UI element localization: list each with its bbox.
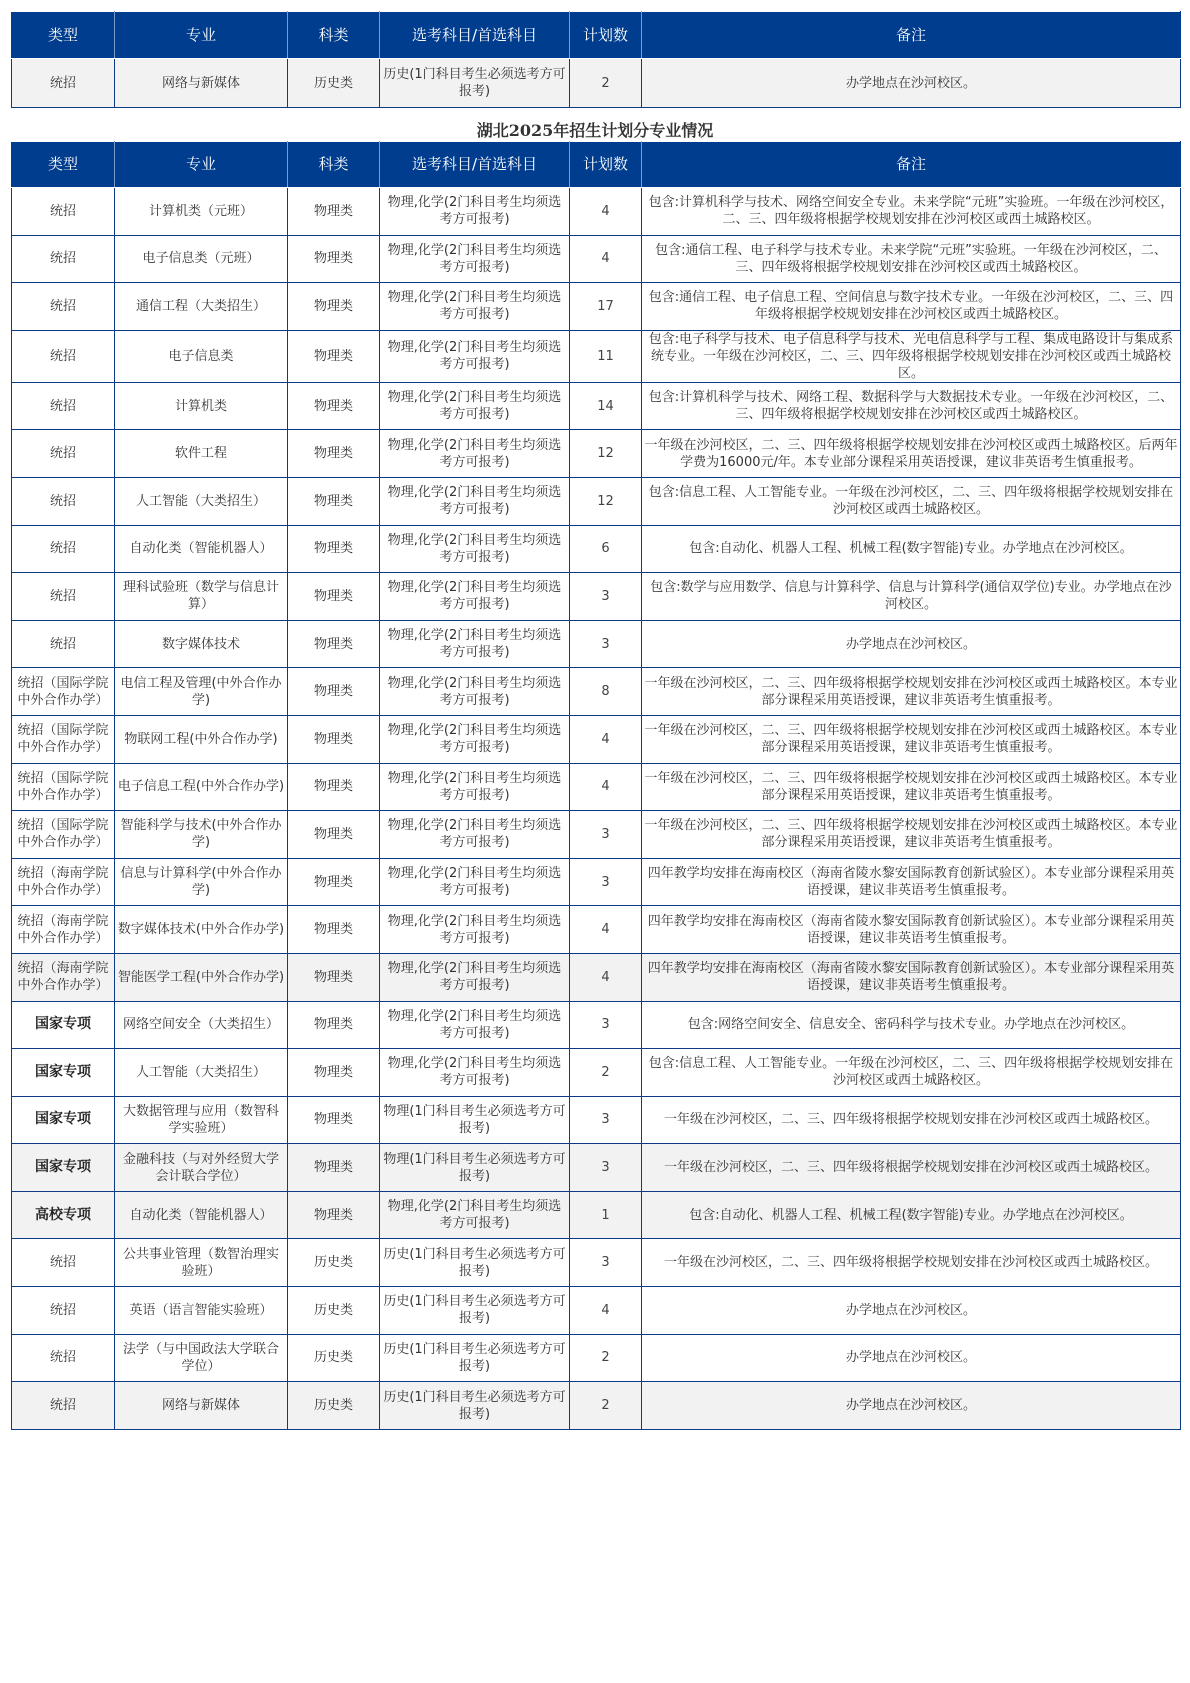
cell-major: 数字媒体技术 <box>115 620 288 668</box>
cell-note: 包含:自动化、机器人工程、机械工程(数字智能)专业。办学地点在沙河校区。 <box>642 525 1181 573</box>
cell-count: 3 <box>570 620 642 668</box>
cell-count: 12 <box>570 430 642 478</box>
cell-type: 统招 <box>12 525 115 573</box>
cell-subjects: 物理,化学(2门科目考生均须选考方可报考) <box>380 382 570 430</box>
cell-major: 数字媒体技术(中外合作办学) <box>115 906 288 954</box>
cell-count: 4 <box>570 763 642 811</box>
header-major: 专业 <box>115 12 288 59</box>
cell-count: 8 <box>570 668 642 716</box>
cell-subjects: 物理,化学(2门科目考生均须选考方可报考) <box>380 1001 570 1049</box>
cell-type: 统招 <box>12 1382 115 1430</box>
cell-subjects: 物理,化学(2门科目考生均须选考方可报考) <box>380 811 570 859</box>
cell-type: 统招 <box>12 59 115 108</box>
cell-major: 网络与新媒体 <box>115 59 288 108</box>
cell-note: 包含:电子科学与技术、电子信息科学与技术、光电信息科学与工程、集成电路设计与集成系统专业。一年级在沙河校区，二、三、四年级将根据学校规划安排在沙河校区或西土城路校区。 <box>642 330 1181 382</box>
cell-subjects: 历史(1门科目考生必须选考方可报考) <box>380 1239 570 1287</box>
cell-type: 统招（国际学院中外合作办学） <box>12 715 115 763</box>
cell-type: 统招（海南学院中外合作办学） <box>12 953 115 1001</box>
cell-count: 1 <box>570 1191 642 1239</box>
table-row <box>12 430 1181 478</box>
cell-subjects: 物理,化学(2门科目考生均须选考方可报考) <box>380 858 570 906</box>
cell-type: 统招 <box>12 188 115 236</box>
cell-type: 统招 <box>12 330 115 382</box>
cell-major: 人工智能（大类招生） <box>115 1049 288 1097</box>
cell-type: 国家专项 <box>12 1144 115 1192</box>
cell-note: 办学地点在沙河校区。 <box>642 620 1181 668</box>
cell-count: 4 <box>570 188 642 236</box>
cell-note: 包含:计算机科学与技术、网络空间安全专业。未来学院“元班”实验班。一年级在沙河校区，二、三、四年级将根据学校规划安排在沙河校区或西土城路校区。 <box>642 188 1181 236</box>
cell-major: 物联网工程(中外合作办学) <box>115 715 288 763</box>
cell-category: 物理类 <box>288 382 380 430</box>
cell-subjects: 物理,化学(2门科目考生均须选考方可报考) <box>380 715 570 763</box>
cell-count: 14 <box>570 382 642 430</box>
table-row <box>12 1144 1181 1192</box>
table-row <box>12 906 1181 954</box>
cell-note: 一年级在沙河校区，二、三、四年级将根据学校规划安排在沙河校区或西土城路校区。 <box>642 1144 1181 1192</box>
cell-subjects: 物理(1门科目考生必须选考方可报考) <box>380 1144 570 1192</box>
cell-type: 统招 <box>12 430 115 478</box>
header-subjects: 选考科目/首选科目 <box>380 142 570 188</box>
table-row <box>12 477 1181 525</box>
cell-note: 四年教学均安排在海南校区（海南省陵水黎安国际教育创新试验区）。本专业部分课程采用英语授课，建议非英语考生慎重报考。 <box>642 953 1181 1001</box>
table-row <box>12 1334 1181 1382</box>
cell-subjects: 物理,化学(2门科目考生均须选考方可报考) <box>380 573 570 621</box>
cell-type: 统招（海南学院中外合作办学） <box>12 858 115 906</box>
cell-subjects: 物理,化学(2门科目考生均须选考方可报考) <box>380 283 570 331</box>
cell-type: 国家专项 <box>12 1001 115 1049</box>
table-row <box>12 858 1181 906</box>
table-row <box>12 715 1181 763</box>
cell-category: 物理类 <box>288 235 380 283</box>
cell-major: 计算机类（元班） <box>115 188 288 236</box>
cell-type: 国家专项 <box>12 1096 115 1144</box>
cell-major: 金融科技（与对外经贸大学会计联合学位） <box>115 1144 288 1192</box>
table-row <box>12 620 1181 668</box>
cell-type: 高校专项 <box>12 1191 115 1239</box>
cell-subjects: 物理,化学(2门科目考生均须选考方可报考) <box>380 906 570 954</box>
table-row <box>12 953 1181 1001</box>
cell-subjects: 历史(1门科目考生必须选考方可报考) <box>380 1334 570 1382</box>
cell-note: 一年级在沙河校区，二、三、四年级将根据学校规划安排在沙河校区或西土城路校区。 <box>642 1239 1181 1287</box>
cell-note: 包含:通信工程、电子信息工程、空间信息与数字技术专业。一年级在沙河校区，二、三、四年级将根据学校规划安排在沙河校区或西土城路校区。 <box>642 283 1181 331</box>
cell-count: 12 <box>570 477 642 525</box>
cell-category: 物理类 <box>288 573 380 621</box>
cell-major: 电子信息类 <box>115 330 288 382</box>
cell-subjects: 历史(1门科目考生必须选考方可报考) <box>380 59 570 108</box>
table-row <box>12 1239 1181 1287</box>
header-note: 备注 <box>642 142 1181 188</box>
cell-note: 包含:信息工程、人工智能专业。一年级在沙河校区，二、三、四年级将根据学校规划安排在沙河校区或西土城路校区。 <box>642 1049 1181 1097</box>
cell-category: 物理类 <box>288 715 380 763</box>
cell-category: 物理类 <box>288 906 380 954</box>
cell-major: 自动化类（智能机器人） <box>115 525 288 573</box>
table-row <box>12 1001 1181 1049</box>
table-row <box>12 811 1181 859</box>
cell-note: 包含:信息工程、人工智能专业。一年级在沙河校区，二、三、四年级将根据学校规划安排在沙河校区或西土城路校区。 <box>642 477 1181 525</box>
header-note: 备注 <box>642 12 1181 59</box>
section-title: 湖北2025年招生计划分专业情况 <box>476 121 714 140</box>
cell-count: 3 <box>570 1096 642 1144</box>
table-header-row <box>12 142 1181 188</box>
cell-note: 一年级在沙河校区，二、三、四年级将根据学校规划安排在沙河校区或西土城路校区。 <box>642 1096 1181 1144</box>
cell-count: 3 <box>570 1001 642 1049</box>
cell-subjects: 物理,化学(2门科目考生均须选考方可报考) <box>380 620 570 668</box>
cell-major: 电子信息工程(中外合作办学) <box>115 763 288 811</box>
cell-subjects: 物理,化学(2门科目考生均须选考方可报考) <box>380 668 570 716</box>
cell-note: 一年级在沙河校区，二、三、四年级将根据学校规划安排在沙河校区或西土城路校区。后两年学费为16000元/年。本专业部分课程采用英语授课，建议非英语考生慎重报考。 <box>642 430 1181 478</box>
cell-category: 物理类 <box>288 1001 380 1049</box>
cell-type: 统招 <box>12 573 115 621</box>
cell-type: 统招 <box>12 235 115 283</box>
cell-subjects: 历史(1门科目考生必须选考方可报考) <box>380 1287 570 1335</box>
cell-count: 3 <box>570 1239 642 1287</box>
cell-count: 6 <box>570 525 642 573</box>
top-table <box>11 11 1181 108</box>
cell-note: 包含:自动化、机器人工程、机械工程(数字智能)专业。办学地点在沙河校区。 <box>642 1191 1181 1239</box>
table-row <box>12 382 1181 430</box>
cell-count: 3 <box>570 1144 642 1192</box>
cell-category: 历史类 <box>288 1382 380 1430</box>
cell-note: 办学地点在沙河校区。 <box>642 1287 1181 1335</box>
cell-major: 信息与计算科学(中外合作办学) <box>115 858 288 906</box>
cell-major: 智能科学与技术(中外合作办学) <box>115 811 288 859</box>
cell-category: 物理类 <box>288 668 380 716</box>
cell-count: 4 <box>570 1287 642 1335</box>
cell-category: 物理类 <box>288 1049 380 1097</box>
cell-note: 包含:数学与应用数学、信息与计算科学、信息与计算科学(通信双学位)专业。办学地点在沙河校区。 <box>642 573 1181 621</box>
header-count: 计划数 <box>570 12 642 59</box>
cell-category: 物理类 <box>288 525 380 573</box>
cell-subjects: 物理(1门科目考生必须选考方可报考) <box>380 1096 570 1144</box>
cell-count: 4 <box>570 715 642 763</box>
cell-count: 4 <box>570 906 642 954</box>
cell-category: 物理类 <box>288 620 380 668</box>
table-row <box>12 668 1181 716</box>
cell-category: 物理类 <box>288 430 380 478</box>
table-row <box>12 188 1181 236</box>
cell-subjects: 物理,化学(2门科目考生均须选考方可报考) <box>380 1191 570 1239</box>
cell-type: 统招 <box>12 382 115 430</box>
cell-category: 物理类 <box>288 188 380 236</box>
cell-category: 物理类 <box>288 1191 380 1239</box>
header-type: 类型 <box>12 142 115 188</box>
cell-type: 统招 <box>12 1334 115 1382</box>
cell-subjects: 物理,化学(2门科目考生均须选考方可报考) <box>380 188 570 236</box>
cell-subjects: 物理,化学(2门科目考生均须选考方可报考) <box>380 953 570 1001</box>
cell-type: 统招（海南学院中外合作办学） <box>12 906 115 954</box>
table-header-row <box>12 12 1181 59</box>
cell-count: 2 <box>570 59 642 108</box>
cell-category: 物理类 <box>288 858 380 906</box>
header-major: 专业 <box>115 142 288 188</box>
cell-major: 网络空间安全（大类招生） <box>115 1001 288 1049</box>
cell-type: 统招（国际学院中外合作办学） <box>12 668 115 716</box>
cell-note: 包含:计算机科学与技术、网络工程、数据科学与大数据技术专业。一年级在沙河校区，二、三、四年级将根据学校规划安排在沙河校区或西土城路校区。 <box>642 382 1181 430</box>
cell-major: 软件工程 <box>115 430 288 478</box>
cell-type: 统招（国际学院中外合作办学） <box>12 811 115 859</box>
main-table-body <box>12 188 1181 1430</box>
header-subjects: 选考科目/首选科目 <box>380 12 570 59</box>
header-category: 科类 <box>288 12 380 59</box>
cell-count: 3 <box>570 573 642 621</box>
table-row <box>12 763 1181 811</box>
cell-count: 4 <box>570 953 642 1001</box>
cell-category: 历史类 <box>288 1334 380 1382</box>
cell-count: 17 <box>570 283 642 331</box>
cell-major: 智能医学工程(中外合作办学) <box>115 953 288 1001</box>
cell-count: 3 <box>570 811 642 859</box>
cell-subjects: 物理,化学(2门科目考生均须选考方可报考) <box>380 235 570 283</box>
cell-count: 11 <box>570 330 642 382</box>
table-row <box>12 573 1181 621</box>
cell-category: 物理类 <box>288 330 380 382</box>
table-row <box>12 1191 1181 1239</box>
table-row <box>12 525 1181 573</box>
table-row <box>12 235 1181 283</box>
cell-type: 统招（国际学院中外合作办学） <box>12 763 115 811</box>
cell-note: 四年教学均安排在海南校区（海南省陵水黎安国际教育创新试验区）。本专业部分课程采用英语授课，建议非英语考生慎重报考。 <box>642 906 1181 954</box>
cell-category: 历史类 <box>288 59 380 108</box>
table-row <box>12 59 1181 108</box>
cell-note: 一年级在沙河校区，二、三、四年级将根据学校规划安排在沙河校区或西土城路校区。本专业部分课程采用英语授课，建议非英语考生慎重报考。 <box>642 763 1181 811</box>
cell-count: 4 <box>570 235 642 283</box>
cell-major: 法学（与中国政法大学联合学位） <box>115 1334 288 1382</box>
cell-subjects: 物理,化学(2门科目考生均须选考方可报考) <box>380 525 570 573</box>
cell-subjects: 物理,化学(2门科目考生均须选考方可报考) <box>380 430 570 478</box>
cell-subjects: 物理,化学(2门科目考生均须选考方可报考) <box>380 763 570 811</box>
cell-subjects: 物理,化学(2门科目考生均须选考方可报考) <box>380 1049 570 1097</box>
cell-major: 大数据管理与应用（数智科学实验班） <box>115 1096 288 1144</box>
cell-type: 国家专项 <box>12 1049 115 1097</box>
cell-subjects: 物理,化学(2门科目考生均须选考方可报考) <box>380 477 570 525</box>
cell-note: 办学地点在沙河校区。 <box>642 1382 1181 1430</box>
cell-category: 物理类 <box>288 811 380 859</box>
cell-count: 3 <box>570 858 642 906</box>
cell-major: 计算机类 <box>115 382 288 430</box>
cell-category: 物理类 <box>288 283 380 331</box>
cell-count: 2 <box>570 1334 642 1382</box>
cell-category: 历史类 <box>288 1239 380 1287</box>
header-category: 科类 <box>288 142 380 188</box>
cell-count: 2 <box>570 1382 642 1430</box>
cell-major: 电信工程及管理(中外合作办学) <box>115 668 288 716</box>
cell-note: 一年级在沙河校区，二、三、四年级将根据学校规划安排在沙河校区或西土城路校区。本专业部分课程采用英语授课，建议非英语考生慎重报考。 <box>642 668 1181 716</box>
header-type: 类型 <box>12 12 115 59</box>
cell-note: 办学地点在沙河校区。 <box>642 1334 1181 1382</box>
cell-major: 自动化类（智能机器人） <box>115 1191 288 1239</box>
cell-major: 电子信息类（元班） <box>115 235 288 283</box>
table-row <box>12 1382 1181 1430</box>
table-row <box>12 1096 1181 1144</box>
table-row <box>12 1287 1181 1335</box>
table-row <box>12 283 1181 331</box>
cell-category: 物理类 <box>288 763 380 811</box>
cell-category: 历史类 <box>288 1287 380 1335</box>
cell-major: 英语（语言智能实验班） <box>115 1287 288 1335</box>
cell-note: 一年级在沙河校区，二、三、四年级将根据学校规划安排在沙河校区或西土城路校区。本专业部分课程采用英语授课，建议非英语考生慎重报考。 <box>642 811 1181 859</box>
cell-major: 网络与新媒体 <box>115 1382 288 1430</box>
cell-subjects: 历史(1门科目考生必须选考方可报考) <box>380 1382 570 1430</box>
cell-note: 办学地点在沙河校区。 <box>642 59 1181 108</box>
main-table <box>11 141 1181 1430</box>
cell-note: 四年教学均安排在海南校区（海南省陵水黎安国际教育创新试验区）。本专业部分课程采用英语授课，建议非英语考生慎重报考。 <box>642 858 1181 906</box>
cell-subjects: 物理,化学(2门科目考生均须选考方可报考) <box>380 330 570 382</box>
cell-type: 统招 <box>12 1239 115 1287</box>
cell-type: 统招 <box>12 477 115 525</box>
cell-count: 2 <box>570 1049 642 1097</box>
header-count: 计划数 <box>570 142 642 188</box>
cell-category: 物理类 <box>288 1096 380 1144</box>
cell-note: 包含:通信工程、电子科学与技术专业。未来学院“元班”实验班。一年级在沙河校区，二、三、四年级将根据学校规划安排在沙河校区或西土城路校区。 <box>642 235 1181 283</box>
cell-note: 包含:网络空间安全、信息安全、密码科学与技术专业。办学地点在沙河校区。 <box>642 1001 1181 1049</box>
cell-note: 一年级在沙河校区，二、三、四年级将根据学校规划安排在沙河校区或西土城路校区。本专业部分课程采用英语授课，建议非英语考生慎重报考。 <box>642 715 1181 763</box>
cell-category: 物理类 <box>288 953 380 1001</box>
cell-major: 人工智能（大类招生） <box>115 477 288 525</box>
cell-category: 物理类 <box>288 1144 380 1192</box>
cell-major: 理科试验班（数学与信息计算） <box>115 573 288 621</box>
cell-type: 统招 <box>12 1287 115 1335</box>
cell-type: 统招 <box>12 283 115 331</box>
table-row <box>12 1049 1181 1097</box>
cell-major: 通信工程（大类招生） <box>115 283 288 331</box>
cell-type: 统招 <box>12 620 115 668</box>
cell-major: 公共事业管理（数智治理实验班） <box>115 1239 288 1287</box>
table-row <box>12 330 1181 382</box>
cell-category: 物理类 <box>288 477 380 525</box>
